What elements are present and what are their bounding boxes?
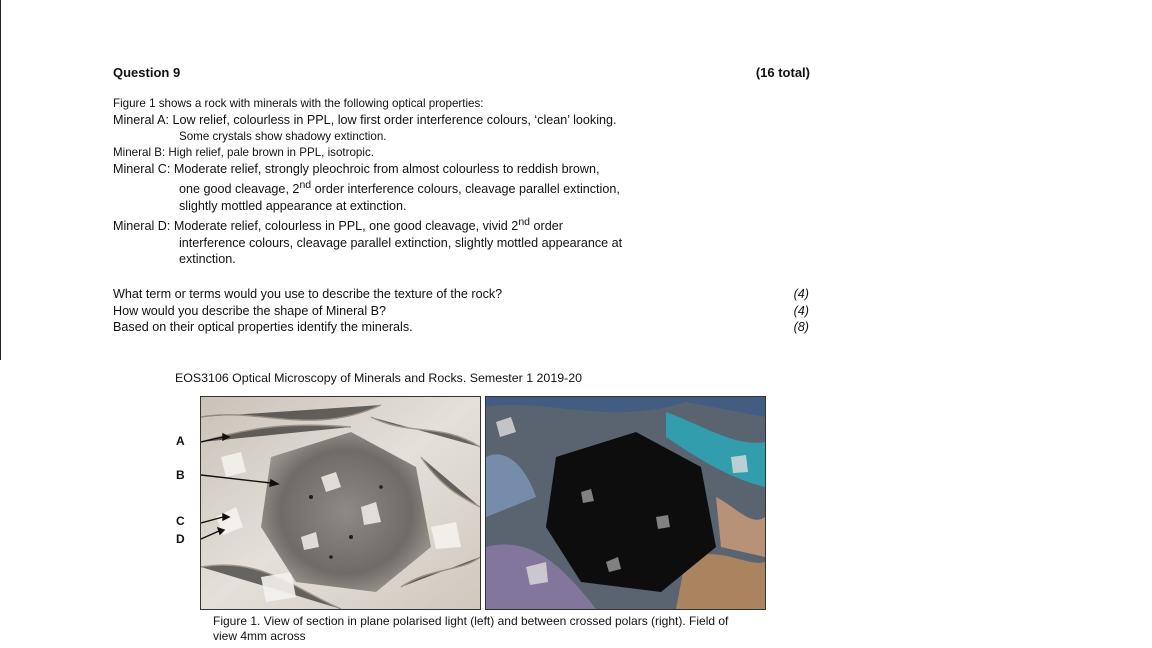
question-text: Based on their optical properties identify the minerals. [113, 319, 413, 334]
label-b: B [176, 468, 185, 482]
question-list [113, 286, 813, 335]
ppl-micrograph [200, 396, 481, 610]
question-row [113, 303, 813, 319]
figure-course-line: EOS3106 Optical Microscopy of Minerals and Rocks. Semester 1 2019-20 [175, 371, 583, 385]
figure-caption: Figure 1. View of section in plane polarised light (left) and between crossed polars (right). Field of view 4mm across [213, 614, 729, 643]
mineral-c-line-2 [113, 177, 813, 197]
question-header [113, 62, 813, 84]
properties-intro: Figure 1 shows a rock with minerals with the following optical properties: [113, 97, 484, 110]
question-text: What term or terms would you use to describe the texture of the rock? [113, 287, 503, 302]
mineral-b-line-1: Mineral B: High relief, pale brown in PPL, isotropic. [113, 145, 374, 159]
question-marks: (4) [793, 303, 809, 318]
mineral-c-line-1: Mineral C: Moderate relief, strongly pleochroic from almost colourless to reddish brown, [113, 162, 600, 177]
mineral-d-line-1a: Mineral D: Moderate relief, colourless in PPL, one good cleavage, vivid 2 [113, 219, 519, 234]
mineral-c-line-2b: order interference colours, cleavage parallel extinction, [311, 182, 620, 197]
question-marks: (8) [793, 319, 809, 334]
mineral-c-superscript: nd [299, 179, 312, 192]
mineral-d-line-1b: order [530, 219, 563, 234]
ppl-micrograph-image [201, 397, 480, 609]
mineral-d-line-1 [113, 214, 813, 234]
mineral-a-line-2: Some crystals show shadowy extinction. [179, 129, 387, 143]
label-a: A [176, 434, 185, 448]
label-c: C [176, 514, 185, 528]
mineral-a-line-1: Mineral A: Low relief, colourless in PPL, low first order interference colours, ‘clean’ looking. [113, 113, 617, 128]
question-marks: (4) [793, 287, 809, 302]
xpl-micrograph [485, 396, 766, 610]
mineral-c-line-3: slightly mottled appearance at extinction. [179, 198, 407, 213]
question-row [113, 286, 813, 302]
mineral-d-line-3: extinction. [179, 252, 236, 267]
question-text: How would you describe the shape of Mineral B? [113, 303, 387, 318]
page-left-border [0, 0, 1, 360]
mineral-d-superscript: nd [518, 216, 530, 229]
mineral-properties [113, 96, 813, 267]
question-row [113, 319, 813, 335]
question-total-marks: (16 total) [755, 65, 810, 80]
mineral-d-line-2: interference colours, cleavage parallel extinction, slightly mottled appearance at [179, 235, 623, 250]
xpl-micrograph-image [486, 397, 765, 609]
question-page [113, 62, 813, 335]
mineral-c-line-2a: one good cleavage, 2 [179, 182, 300, 197]
question-title: Question 9 [113, 65, 181, 80]
label-d: D [176, 532, 185, 546]
